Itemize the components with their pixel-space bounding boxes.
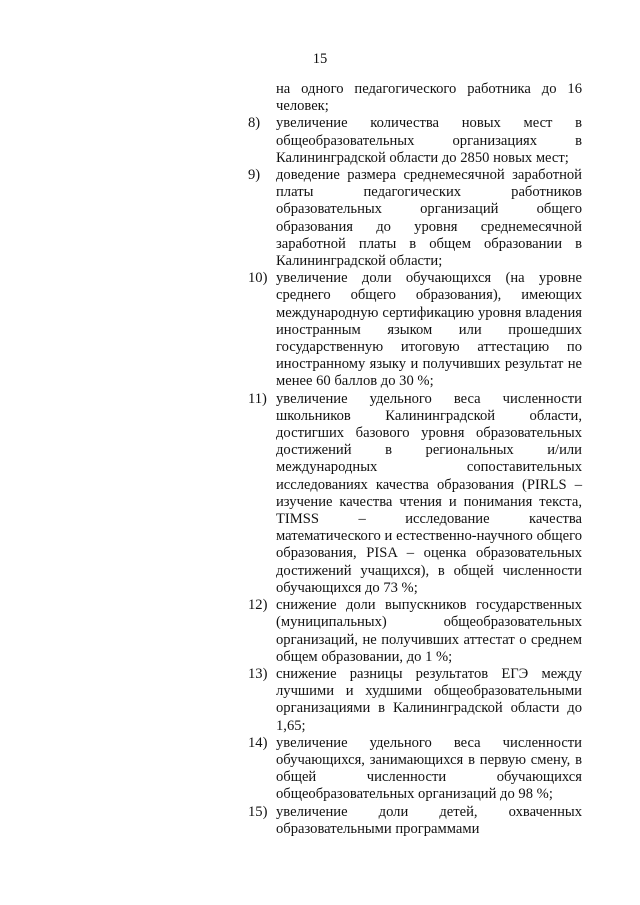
list-item: [248, 597, 582, 666]
item-text: снижение доли выпускников государственных (муниципальных) общеобразовательных организаций, не получивших аттестат о среднем общем образовании, до 1 %;: [276, 597, 582, 665]
list-item: [248, 391, 582, 597]
continuation-text: на одного педагогического работника до 16 человек;: [276, 81, 582, 115]
item-text: снижение разницы результатов ЕГЭ между лучшими и худшими общеобразовательными организациями в Калининградской области до 1,65;: [276, 665, 582, 734]
list-item: [248, 115, 582, 167]
item-number: 9): [248, 167, 261, 184]
item-number: 12): [248, 597, 268, 614]
list-item: [248, 270, 582, 390]
item-number: 10): [248, 270, 268, 287]
item-text: увеличение удельного веса численности обучающихся, занимающихся в первую смену, в общей численности обучающихся общеобразовательных организаций до 98 %;: [276, 734, 582, 803]
item-number: 15): [248, 803, 268, 820]
page-number: 15: [312, 51, 328, 67]
list-item: [248, 735, 582, 804]
item-number: 13): [248, 665, 268, 682]
list-item: [248, 167, 582, 270]
item-number: 8): [248, 115, 261, 132]
list-content: [248, 81, 582, 838]
list-item: [248, 804, 582, 838]
item-text: увеличение доли обучающихся (на уровне среднего общего образования), имеющих международную сертификацию уровня владения иностранным языком или прошедших государственную итоговую аттестацию по иностранному языку и получивших результат не менее 60 баллов до 30 %;: [276, 270, 582, 390]
item-text: доведение размера среднемесячной заработной платы педагогических работников образовательных организаций общего образования до уровня среднемесячной заработной платы в общем образовании в Калининградской области;: [276, 167, 582, 270]
list-item: [248, 666, 582, 735]
item-text: увеличение удельного веса численности школьников Калининградской области, достигших базового уровня образовательных достижений в региональных и/или международных сопоставительных исследованиях качества образования (PIRLS – изучение качества чтения и понимания текста, TIMSS – исследование качества математического и естественно-научного общего образования, PISA – оценка образовательных достижений учащихся), в общей численности обучающихся до 73 %;: [276, 390, 582, 596]
item-number: 14): [248, 734, 268, 751]
item-text: увеличение доли детей, охваченных образовательными программами: [276, 803, 582, 837]
item-text: увеличение количества новых мест в общеобразовательных организациях в Калининградской области до 2850 новых мест;: [276, 115, 582, 166]
item-number: 11): [248, 390, 267, 407]
